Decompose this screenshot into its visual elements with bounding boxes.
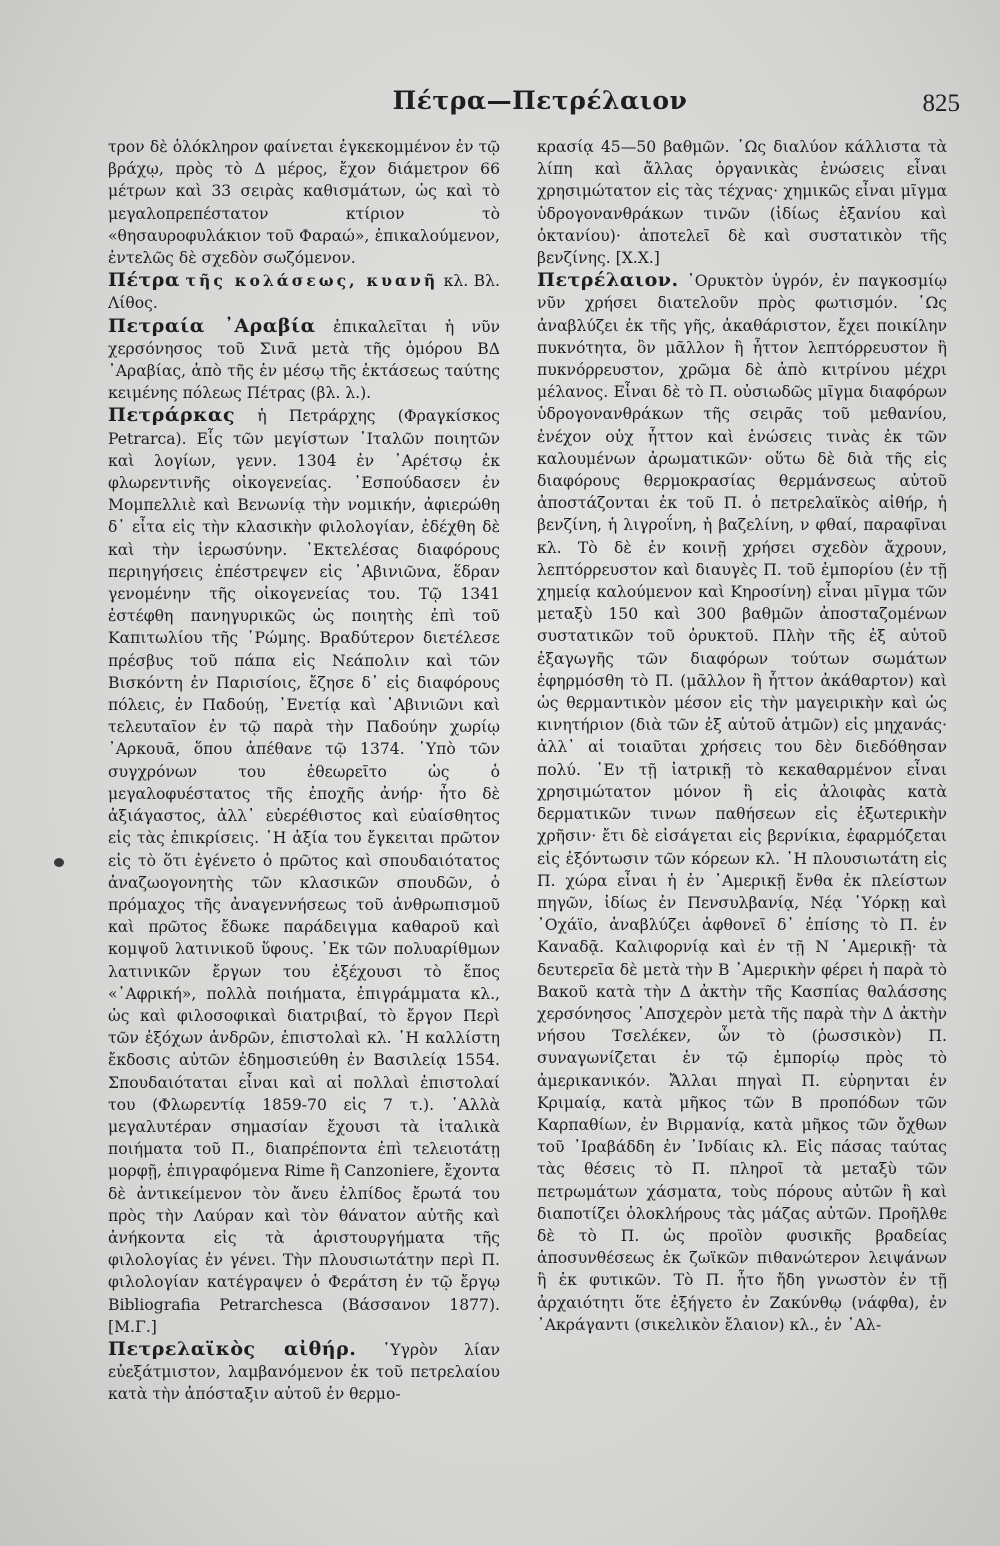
entry-petrarkas — [108, 404, 500, 1338]
continued-text: κρασίᾳ 45—50 βαθμῶν. ῾Ως διαλύον κάλλιστα τὰ λίπη καὶ ἄλλας ὀργανικὰς ἑνώσεις εἶναι χρησιμώτατον εἰς τὰς τέχνας· χημικῶς εἶναι μῖγμα ὑδρογονανθράκων τινῶν (ἰδίως ἑξανίου καὶ ὀκτανίου)· ἀποτελεῖ δὲ καὶ συστατικὸν τῆς βενζίνης. [Χ.Χ.] — [537, 138, 947, 268]
headword: Πετρελαϊκὸς αἰθήρ. — [108, 1337, 357, 1360]
ink-spot — [54, 858, 64, 867]
entry-text: ᾿Ορυκτὸν ὑγρόν, ἐν παγκοσμίῳ νῦν χρήσει διατελοῦν πρὸς φωτισμόν. ῾Ως ἀναβλύζει ἐκ τῆς γῆς, ἀκαθάριστον, ἔχει ποικίλην πυκνότητα, ὂν μᾶλλον ἢ ἧττον λεπτόρρευστον ἢ πυκνόρρευστον, χρῶμα δὲ ἀπὸ κιτρίνου μέχρι μέλανος. Εἶναι δὲ τὸ Π. οὐσιωδῶς μῖγμα διαφόρων ὑδρογονανθράκων τῆς σειρᾶς τοῦ μεθανίου, ἐνέχον οὐχ ἧττον καὶ ἑνώσεις τινὰς ἐκ τῶν καλουμένων ἀρωματικῶν· οὕτω δὲ διὰ τῆς εἰς διαφόρους θερμοκρασίας θερμάνσεως αὐτοῦ ἀποστάζονται ἐκ τοῦ Π. ὁ πετρελαϊκὸς αἰθήρ, ἡ βενζίνη, ἡ λιγροΐνη, ἡ βαζελίνη, ν φθαί, παραφῖναι κλ. Τὸ δὲ ἐν κοινῇ χρήσει σχεδὸν ἄχρουν, λεπτόρρευστον καὶ διαυγὲς Π. τοῦ ἐμπορίου (ἐν τῇ χημείᾳ καλούμενον καὶ Κηροσίνη) εἶναι μῖγμα τῶν μεταξὺ 150 καὶ 300 βαθμῶν ἀποσταζομένων συστατικῶν τοῦ ὀρυκτοῦ. Πλὴν τῆς ἐξ αὐτοῦ ἐξαγωγῆς τῶν διαφόρων τούτων σωμάτων ἐφηρμόσθη τὸ Π. (μᾶλλον ἢ ἧττον ἀκάθαρτον) καὶ ὡς θερμαντικὸν μέσον εἰς τὴν μαγειρικὴν καὶ ὡς κινητήριον (διὰ τῶν ἐξ αὐτοῦ ἀτμῶν) εἰς μηχανάς· ἀλλ᾿ αἱ τοιαῦται χρήσεις του δὲν διεδόθησαν πολύ. ᾿Εν τῇ ἰατρικῇ τὸ κεκαθαρμένον εἶναι χρησιμώτατον μόνον ἢ εἰς ἀλοιφὰς κατὰ δερματικῶν τινων παθήσεων εἰς ἐξωτερικὴν χρῆσιν· ἔτι δὲ εἰσάγεται εἰς βερνίκια, ἐφαρμόζεται εἰς ἐξόντωσιν τῶν κόρεων κλ. ῾Η πλουσιωτάτη εἰς Π. χώρα εἶναι ἡ ἐν ᾿Αμερικῇ ἔνθα ἐκ πλείστων πηγῶν, ἰδίως ἐν Πενσυλβανίᾳ, Νέᾳ ῾Υόρκῃ καὶ ᾿Οχάϊο, ἀναβλύζει ἀφθονεῖ δ᾿ ἐπίσης τὸ Π. ἐν Καναδᾷ. Καλιφορνίᾳ καὶ ἐν τῇ Ν ᾿Αμερικῇ· τὰ δευτερεῖα δὲ μετὰ τὴν Β ᾿Αμερικὴν φέρει ἡ παρὰ τὸ Βακοῦ κατὰ τὴν Δ ἀκτὴν τῆς Κασπίας θαλάσσης χερσόνησος ᾿Απσχερὸν μετὰ τῆς παρὰ τὴν Δ ἀκτὴν νήσου Τσελέκεν, ὧν τὸ (ῥωσσικὸν) Π. συναγωνίζεται ἐν τῷ ἐμπορίῳ πρὸς τὸ ἀμερικανικόν. Ἄλλαι πηγαὶ Π. εὑρηνται ἐν Κριμαίᾳ, κατὰ μῆκος τῶν Β προπόδων τῶν Καρπαθίων, ἐν Βιρμανίᾳ, κατὰ μῆκος τῶν ὄχθων τοῦ ᾿Ιραβάδδη ἐν ᾿Ινδίαις κλ. Εἰς πάσας ταύτας τὰς θέσεις τὸ Π. πληροῖ τὰ μεταξὺ τῶν πετρωμάτων χάσματα, τοὺς πόρους αὐτῶν ἢ καὶ διαποτίζει ὁλοκλήρους τὰς μάζας αὐτῶν. Προῆλθε δὲ τὸ Π. ὡς προϊὸν φυσικῆς βραδείας ἀποσυνθέσεως ἐκ ζωϊκῶν πιθανώτερον λειψάνων ἢ ἐκ φυτικῶν. Τὸ Π. ἦτο ἤδη γνωστὸν ἐν τῇ ἀρχαιότητι ὅτε ἐξήγετο ἐν Ζακύνθῳ (νάφθα), ἐν ᾿Ακράγαντι (σικελικὸν ἔλαιον) κλ., ἐν ᾿Αλ- — [537, 272, 947, 1334]
entry-text: ἡ Πετράρχης (Φραγκίσκος Petrarca). Εἷς τῶν μεγίστων ᾿Ιταλῶν ποιητῶν καὶ λογίων, γενν. 1304 ἐν ᾿Αρέτσῳ ἐκ φλωρεντινῆς οἰκογενείας. ᾿Εσπούδασεν ἐν Μομπελλιὲ καὶ Βενωνίᾳ τὴν νομικήν, ἀφιερώθη δ᾿ εἶτα εἰς τὴν κλασικὴν φιλολογίαν, ἐδέχθη δὲ καὶ τὴν ἱερωσύνην. ᾿Εκτελέσας διαφόρους περιηγήσεις ἐπέστρεψεν εἰς ᾿Αβινιῶνα, ἕδραν γενομένην τῆς οἰκογενείας του. Τῷ 1341 ἐστέφθη πανηγυρικῶς ὡς ποιητὴς ἐπὶ τοῦ Καπιτωλίου τῆς ῾Ρώμης. Βραδύτερον διετέλεσε πρέσβυς τοῦ πάπα εἰς Νεάπολιν καὶ τῶν Βισκόντη ἐν Παρισίοις, ἔζησε δ᾿ εἰς διαφόρους πόλεις, ἐν Παδούῃ, ᾿Ενετίᾳ καὶ ᾿Αβινιῶνι καὶ τελευταῖον ἐν τῷ παρὰ τὴν Παδούην χωρίῳ ᾿Αρκουᾶ, ὅπου ἀπέθανε τῷ 1374. ῾Υπὸ τῶν συγχρόνων του ἐθεωρεῖτο ὡς ὁ μεγαλοφυέστατος τῆς ἐποχῆς ἀνήρ· ἦτο δὲ ἀξιάγαστος, ἀλλ᾿ εὐερέθιστος καὶ εὐαίσθητος εἰς τὰς ἐπικρίσεις. ῾Η ἀξία του ἔγκειται πρῶτον εἰς τὸ ὅτι ἐγένετο ὁ πρῶτος καὶ σπουδαιότατος ἀναζωογονητὴς τῶν κλασικῶν σπουδῶν, ὁ πρόμαχος τῆς ἀναγεννήσεως τοῦ ἀνθρωπισμοῦ καὶ πρῶτος ἔδωκε παράδειγμα καθαροῦ καὶ κομψοῦ λατινικοῦ ὕφους. ᾿Εκ τῶν πολυαρίθμων λατινικῶν ἔργων του ἐξέχουσι τὸ ἔπος «᾿Αφρική», πολλὰ ποιήματα, ἐπιγράμματα κλ., ὡς καὶ φιλοσοφικαὶ διατριβαί, τὸ ἔργον Περὶ τῶν ἐξόχων ἀνδρῶν, ἐπιστολαὶ κλ. ῾Η καλλίστη ἔκδοσις αὐτῶν ἐδημοσιεύθη ἐν Βασιλείᾳ 1554. Σπουδαιόταται εἶναι καὶ αἱ πολλαὶ ἐπιστολαί του (Φλωρεντίᾳ 1859-70 εἰς 7 τ.). ᾿Αλλὰ μεγαλυτέραν σημασίαν ἔχουσι τὰ ἰταλικὰ ποιήματα τοῦ Π., διαπρέποντα ἐπὶ τελειοτάτῃ μορφῇ, ἐπιγραφόμενα Rime ἢ Canzoniere, ἔχοντα δὲ ἀντικείμενον τὸν ἄνευ ἐλπίδος ἔρωτά του πρὸς τὴν Λαύραν καὶ τὸν θάνατον αὐτῆς καὶ ἀνήκοντα εἰς τὰ ἀριστουργήματα τῆς φιλολογίας ἐν γένει. Τὴν πλουσιωτάτην περὶ Π. φιλολογίαν κατέγραψεν ὁ Φεράτση ἐν τῷ ἔργῳ Bibliografia Petrarchesca (Βάσσανον 1877). [Μ.Γ.] — [108, 407, 500, 1336]
entry-petraia-aravia — [108, 315, 500, 405]
entry-text: κλ. Βλ. Λίθος. — [108, 272, 500, 313]
left-column — [108, 136, 500, 1506]
headword: Πέτρα — [108, 269, 181, 292]
entry-text: ῾Υγρὸν λίαν εὐεξάτμιστον, λαμβανόμενον ἐκ τοῦ πετρελαίου κατὰ τὴν ἀπόσταξιν αὐτοῦ ἐν θερμο- — [108, 1340, 500, 1404]
entry-text: ἐπικαλεῖται ἡ νῦν χερσόνησος τοῦ Σινᾶ μετὰ τῆς ὁμόρου ΒΔ ᾿Αραβίας, ἀπὸ τῆς ἐν μέσῳ τῆς ἐκτάσεως ταύτης κειμένης πόλεως Πέτρας (βλ. λ.). — [108, 317, 500, 403]
running-title: Πέτρα—Πετρέλαιον — [392, 86, 688, 115]
spaced-subhead: τῆς κολάσεως, κυανῆ — [185, 271, 439, 291]
headword: Πετρέλαιον. — [537, 269, 679, 292]
page-header — [0, 80, 1000, 130]
headword: Πετράρκας — [108, 404, 236, 427]
right-column — [537, 136, 947, 1506]
page-number: 825 — [922, 90, 960, 117]
headword: Πετραία ᾿Αραβία — [108, 314, 316, 337]
entry-petrelaikos-aithir — [108, 1338, 500, 1406]
entry-petrelaion — [537, 269, 947, 1336]
entry-continuation — [108, 136, 500, 269]
entry-continuation — [537, 136, 947, 269]
continued-text: τρον δὲ ὁλόκληρον φαίνεται ἐγκεκομμένον ἐν τῷ βράχῳ, πρὸς τὸ Δ μέρος, ἔχον διάμετρον 66 μέτρων καὶ 33 σειρὰς καθισμάτων, ὡς καὶ τὸ μεγαλοπρεπέστατον κτίριον τὸ «θησαυροφυλάκιον τοῦ Φαραώ», ἐπικαλούμενον, ἐντελῶς δὲ σχεδὸν σωζόμενον. — [108, 138, 500, 268]
entry-petra-kolaseos — [108, 269, 500, 314]
